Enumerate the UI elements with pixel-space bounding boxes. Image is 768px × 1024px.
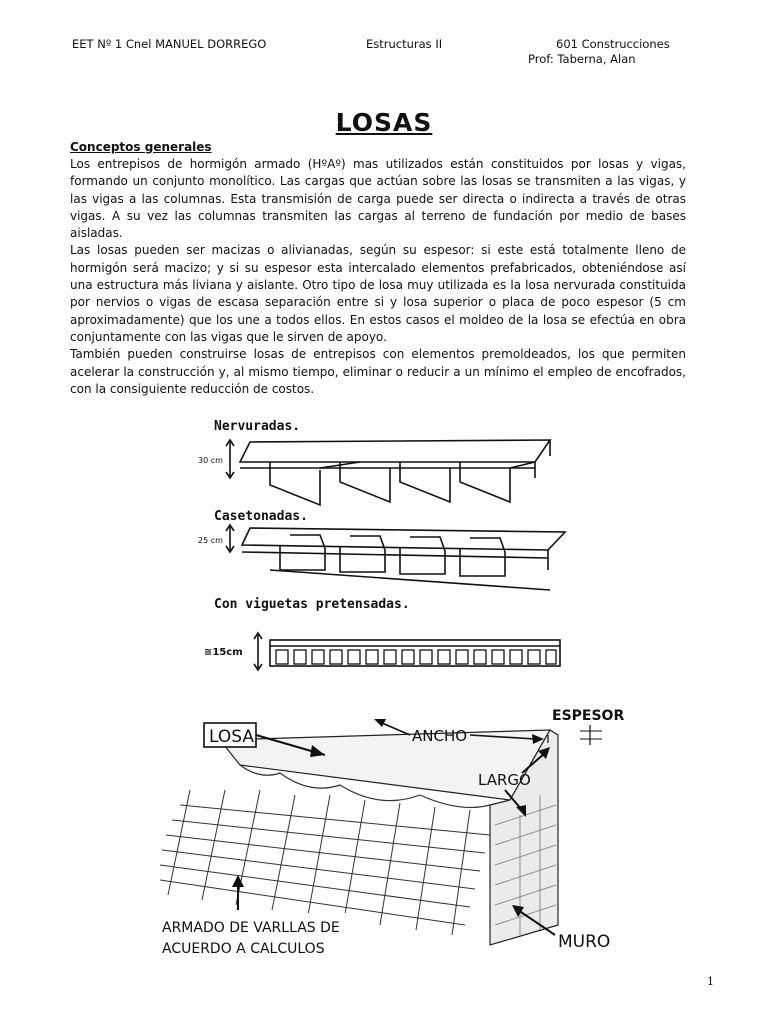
paragraph-1: Los entrepisos de hormigón armado (HºAº) mas utilizados están constituidos por losas y vigas, formando un conjunto monolítico. Las cargas que actúan sobre las losas se transmiten a las vigas, y las vigas a las columnas. Esta transmisión de carga puede ser directa o indirecta a través de otras vigas. A su vez las columnas transmiten las cargas al terreno de fundación por medio de bases aisladas.: [70, 157, 686, 241]
label-largo: LARGO: [478, 771, 531, 789]
label-losa: LOSA: [209, 727, 254, 747]
nervuradas-dimension: 30 cm: [198, 456, 223, 465]
label-espesor: ESPESOR: [552, 708, 625, 724]
header-course: 601 Construcciones: [556, 37, 670, 51]
label-muro: MURO: [558, 932, 611, 952]
paragraph-2: Las losas pueden ser macizas o alivianadas, según su espesor: si este está totalmente lleno de hormigón será macizo; y si su espesor esta intercalado elementos prefabricados, obteniéndose así una estructura más liviana y aislante. Otro tipo de losa muy utilizada es la losa nervurada constituida por nervios o vigas de escasa separación entre si y losa superior o placa de poco espesor (5 cm aproximadamente) que los une a todos ellos. En estos casos el moldeo de la losa se efectúa en obra conjuntamente con las vigas que le sirven de apoyo.: [70, 243, 686, 344]
viguetas-dimension: ≅15cm: [204, 647, 243, 658]
header-professor: Prof: Taberna, Alan: [528, 52, 636, 66]
body-text: [70, 156, 686, 398]
paragraph-3: También pueden construirse losas de entrepisos con elementos premoldeados, los que permiten acelerar la construcción y, al mismo tiempo, eliminar o reducir a un mínimo el empleo de encofrados, con la consiguiente reducción de costos.: [70, 347, 686, 396]
page-title: LOSAS: [335, 108, 433, 137]
header-subject: Estructuras II: [366, 37, 443, 51]
header-school: EET Nº 1 Cnel MANUEL DORREGO: [72, 37, 267, 51]
label-ancho: ANCHO: [412, 727, 468, 745]
casetonadas-title: Casetonadas.: [214, 509, 308, 524]
nervuradas-title: Nervuradas.: [214, 419, 301, 434]
label-armado-line1: ARMADO DE VARLLAS DE: [162, 920, 340, 936]
label-armado-line2: ACUERDO A CALCULOS: [162, 941, 325, 957]
section-subheading: Conceptos generales: [70, 140, 212, 154]
viguetas-title: Con viguetas pretensadas.: [214, 597, 410, 612]
slab-types-figure: [190, 410, 570, 685]
casetonadas-dimension: 25 cm: [198, 536, 223, 545]
page-number: 1: [707, 975, 714, 988]
slab-reinforcement-figure: [160, 695, 630, 960]
